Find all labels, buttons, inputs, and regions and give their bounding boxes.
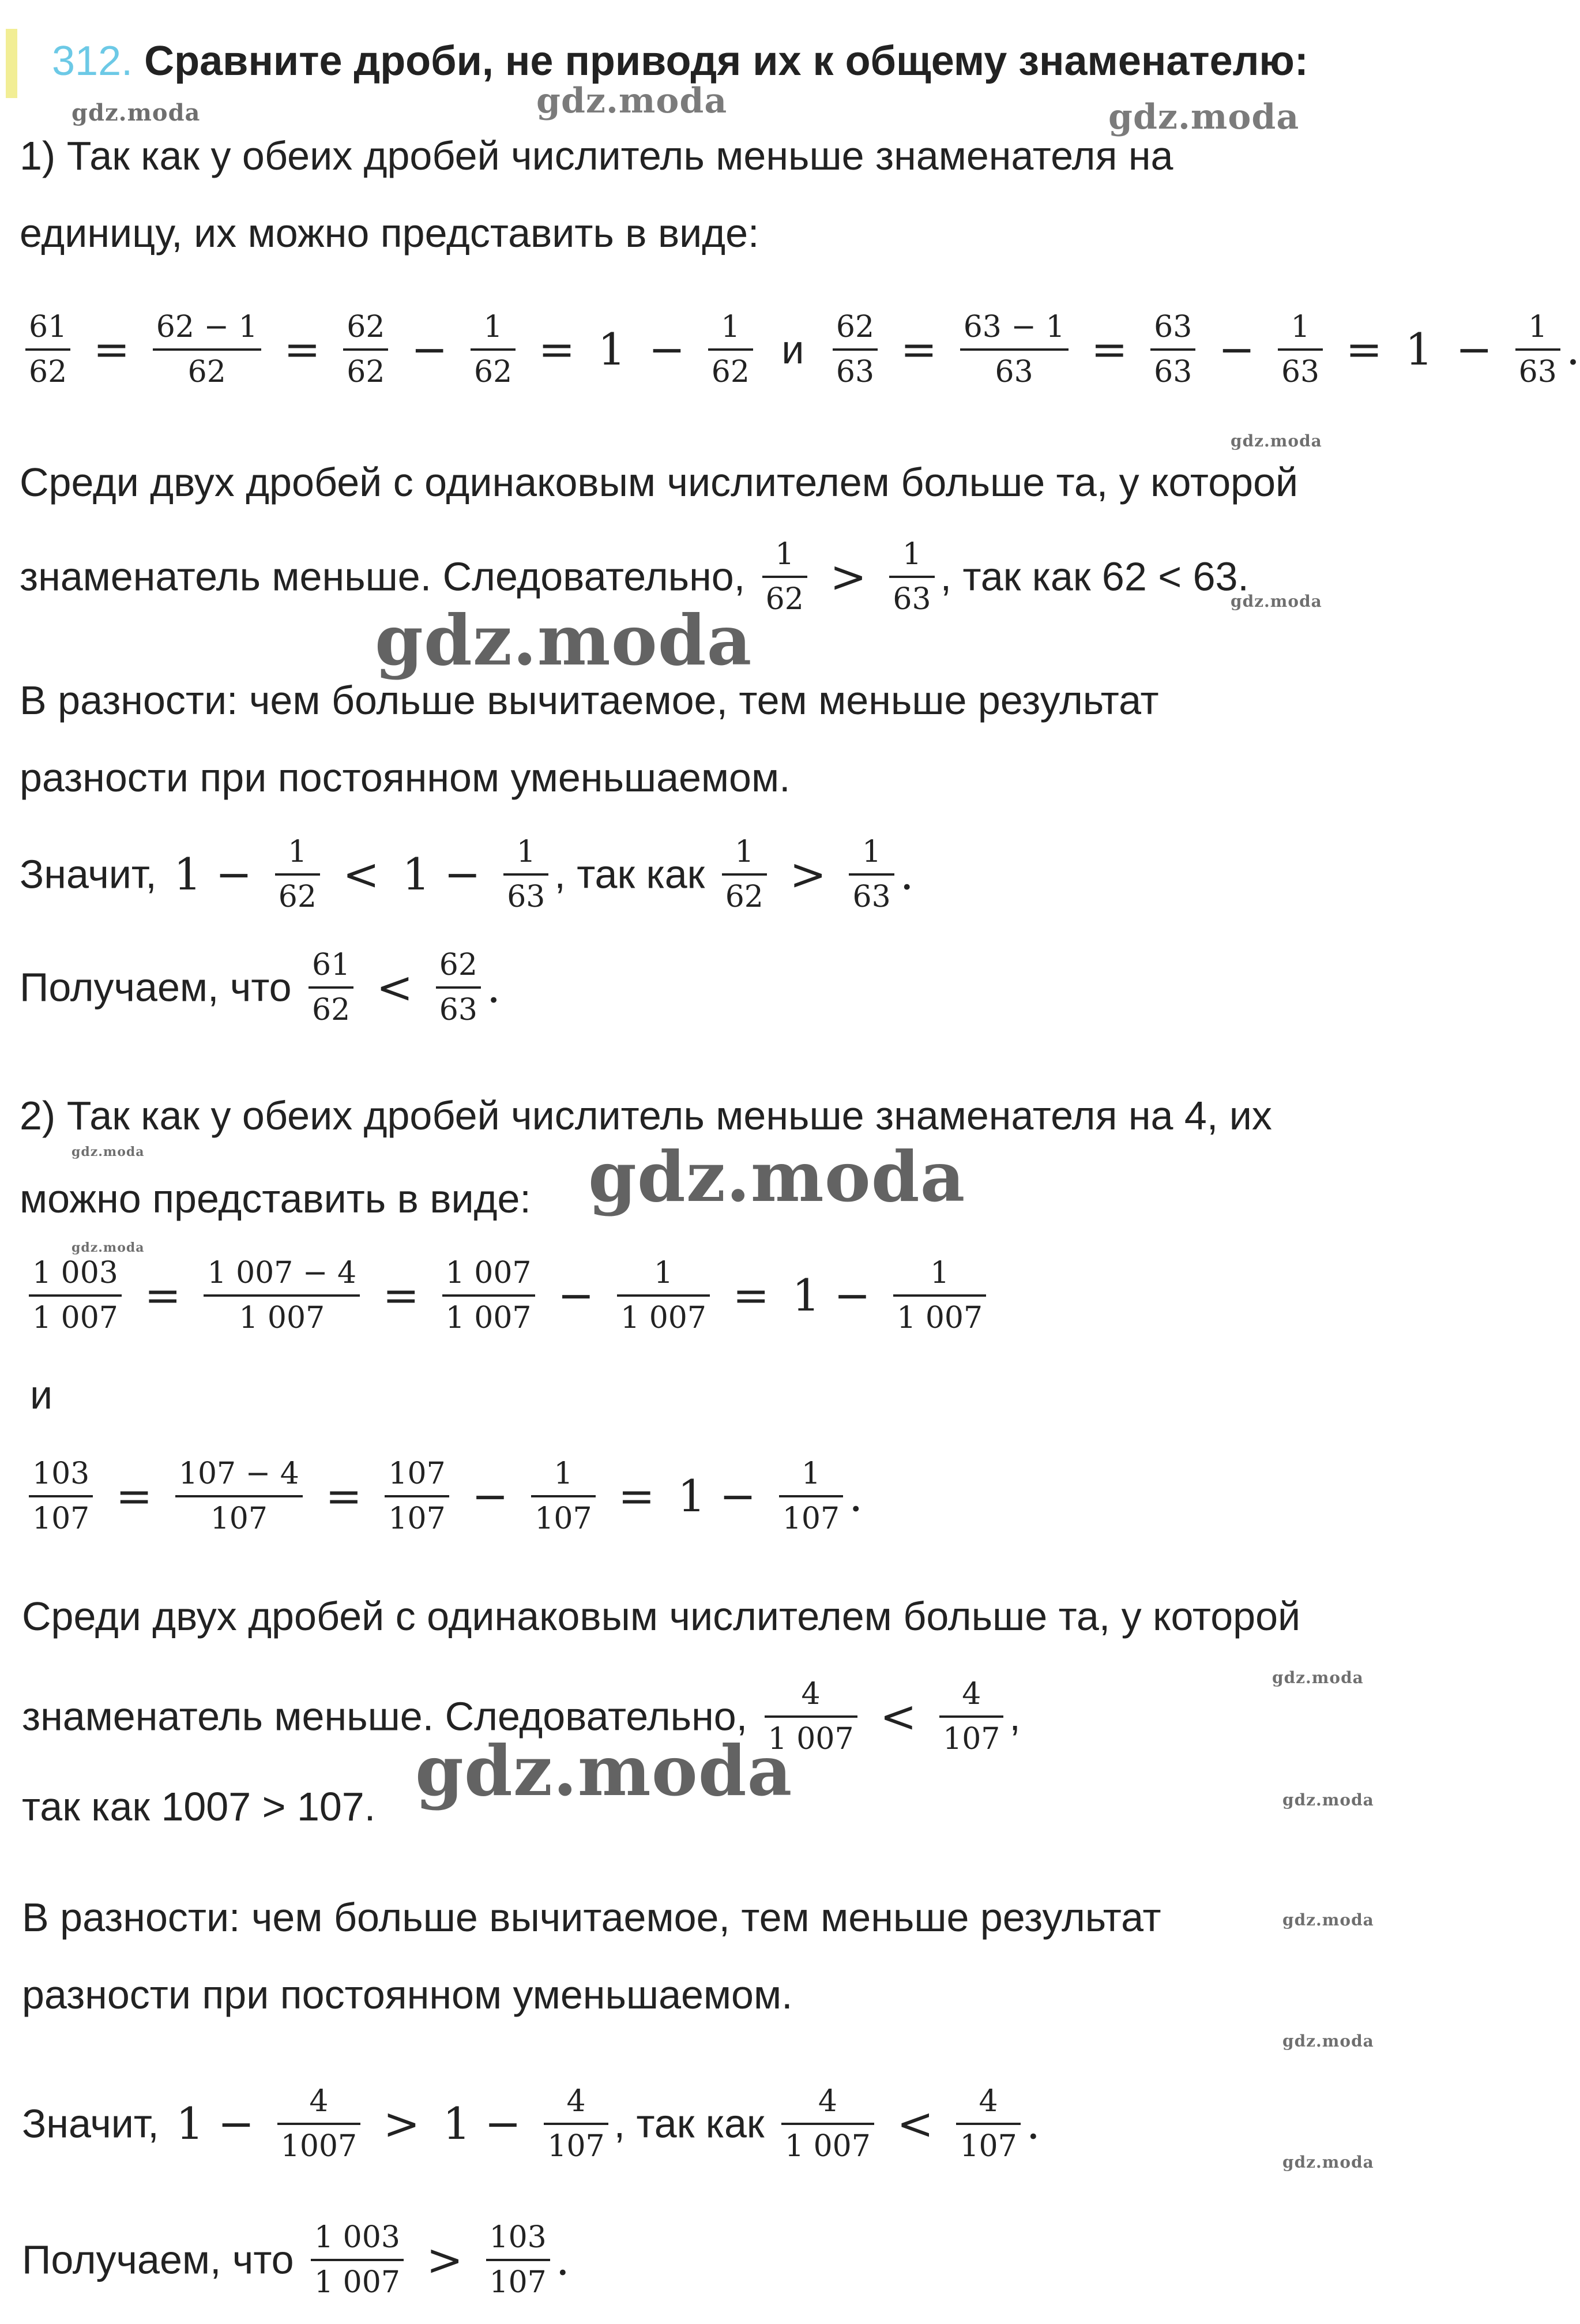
watermark: gdz.moda bbox=[1272, 1668, 1364, 1687]
part2-result-line: Получаем, что $\frac{1 003}{1 007}$ > $\frac{103}{107}$ . bbox=[22, 2220, 570, 2300]
part2-therefore-line: Значит, 1 − $\frac{4}{1007}$ > 1 − $\frac{4}{107}$ , так как $\frac{4}{1 007}$ < $\frac{4}{107}$ . bbox=[22, 2083, 1040, 2164]
fraction: $\frac{1}{63}$ bbox=[1515, 309, 1560, 390]
watermark: gdz.moda bbox=[72, 1240, 145, 1255]
fraction: $\frac{107}{107}$ bbox=[385, 1456, 449, 1537]
fraction: $\frac{1 007 - 4}{1 007}$ bbox=[204, 1255, 360, 1336]
watermark: gdz.moda bbox=[536, 81, 728, 121]
fraction: $\frac{1 003}{1 007}$ bbox=[29, 1255, 122, 1336]
part1-diff-line1: В разности: чем больше вычитаемое, тем меньше результат bbox=[20, 678, 1159, 723]
watermark: gdz.moda bbox=[72, 1144, 145, 1159]
fraction: $\frac{61}{62}$ bbox=[309, 947, 353, 1028]
part2-diff-line1: В разности: чем больше вычитаемое, тем меньше результат bbox=[22, 1895, 1161, 1940]
fraction: $\frac{63}{63}$ bbox=[1150, 309, 1195, 390]
watermark: gdz.moda bbox=[1282, 1790, 1374, 1809]
fraction: $\frac{63 - 1}{63}$ bbox=[960, 309, 1069, 390]
fraction: $\frac{1}{63}$ bbox=[1278, 309, 1323, 390]
fraction: $\frac{4}{1 007}$ bbox=[765, 1676, 857, 1757]
fraction: $\frac{61}{62}$ bbox=[25, 309, 70, 390]
part2-rule-line1: Среди двух дробей с одинаковым числителем больше та, у которой bbox=[22, 1594, 1301, 1639]
part2-rule-line2: знаменатель меньше. Следовательно, $\frac{4}{1 007}$ < $\frac{4}{107}$ , bbox=[22, 1676, 1021, 1756]
part1-diff-line2: разности при постоянном уменьшаемом. bbox=[20, 755, 791, 800]
fraction: $\frac{1}{107}$ bbox=[531, 1456, 595, 1537]
fraction: $\frac{62 - 1}{62}$ bbox=[153, 309, 261, 390]
fraction: $\frac{62}{62}$ bbox=[343, 309, 388, 390]
fraction: $\frac{103}{107}$ bbox=[486, 2220, 550, 2300]
part1-result-line: Получаем, что $\frac{61}{62}$ < $\frac{62}{63}$ . bbox=[20, 947, 501, 1027]
part1-intro-line2: единицу, их можно представить в виде: bbox=[20, 211, 759, 256]
watermark: gdz.moda bbox=[72, 99, 201, 126]
highlight-marker bbox=[6, 29, 17, 98]
watermark: gdz.moda bbox=[1231, 431, 1322, 450]
fraction: $\frac{62}{63}$ bbox=[833, 309, 878, 390]
task-number: 312. bbox=[52, 38, 133, 84]
fraction: $\frac{1}{63}$ bbox=[503, 834, 548, 915]
watermark: gdz.moda bbox=[375, 600, 753, 681]
fraction: $\frac{107 - 4}{107}$ bbox=[175, 1456, 303, 1537]
fraction: $\frac{4}{107}$ bbox=[939, 1676, 1003, 1757]
part2-equation2: $\frac{103}{107}$ = $\frac{107 - 4}{107}$ = $\frac{107}{107}$ − $\frac{1}{107}$ = 1 − $\frac{1}{107}$ . bbox=[23, 1452, 863, 1537]
fraction: $\frac{1}{1 007}$ bbox=[893, 1255, 986, 1336]
watermark: gdz.moda bbox=[1108, 97, 1300, 137]
part1-intro-line1: 1) Так как у обеих дробей числитель меньше знаменателя на bbox=[20, 133, 1173, 178]
fraction: $\frac{1}{62}$ bbox=[722, 834, 767, 915]
fraction: $\frac{1 003}{1 007}$ bbox=[311, 2220, 404, 2300]
fraction: $\frac{4}{1007}$ bbox=[277, 2083, 360, 2164]
part2-intro-line2: можно представить в виде: bbox=[20, 1176, 531, 1221]
fraction: $\frac{1}{63}$ bbox=[889, 536, 934, 617]
part2-equation1: $\frac{1 003}{1 007}$ = $\frac{1 007 - 4}{1 007}$ = $\frac{1 007}{1 007}$ − $\frac{1}{1 007}$ = 1 − $\frac{1}{1 007}$ bbox=[23, 1252, 992, 1336]
fraction: $\frac{103}{107}$ bbox=[29, 1456, 93, 1537]
part1-rule-line1: Среди двух дробей с одинаковым числителем больше та, у которой bbox=[20, 460, 1299, 505]
watermark: gdz.moda bbox=[1282, 2153, 1374, 2172]
watermark: gdz.moda bbox=[1231, 592, 1322, 611]
fraction: $\frac{1}{62}$ bbox=[762, 536, 807, 617]
fraction: $\frac{1}{1 007}$ bbox=[617, 1255, 710, 1336]
fraction: $\frac{1}{62}$ bbox=[471, 309, 516, 390]
fraction: $\frac{62}{63}$ bbox=[436, 947, 481, 1028]
watermark: gdz.moda bbox=[415, 1730, 793, 1812]
watermark: gdz.moda bbox=[1282, 1910, 1374, 1929]
fraction: $\frac{4}{1 007}$ bbox=[781, 2083, 874, 2164]
part2-intro-line1: 2) Так как у обеих дробей числитель меньше знаменателя на 4, их bbox=[20, 1093, 1272, 1138]
fraction: $\frac{4}{107}$ bbox=[544, 2083, 608, 2164]
part2-conjunction-and: и bbox=[30, 1372, 53, 1417]
fraction: $\frac{4}{107}$ bbox=[956, 2083, 1020, 2164]
part1-therefore-line: Значит, 1 − $\frac{1}{62}$ < 1 − $\frac{1}{63}$ , так как $\frac{1}{62}$ > $\frac{1}{63}$ . bbox=[20, 834, 914, 914]
fraction: $\frac{1}{107}$ bbox=[779, 1456, 843, 1537]
part2-rule-line3: так как 1007 > 107. bbox=[22, 1784, 376, 1829]
task-title: Сравните дроби, не приводя их к общему знаменателю: bbox=[144, 38, 1308, 84]
part1-rule-line2: знаменатель меньше. Следовательно, $\frac{1}{62}$ > $\frac{1}{63}$ , так как 62 < 63. bbox=[20, 536, 1249, 617]
fraction: $\frac{1}{62}$ bbox=[708, 309, 753, 390]
fraction: $\frac{1}{63}$ bbox=[849, 834, 894, 915]
part1-equation: $\frac{61}{62}$ = $\frac{62 - 1}{62}$ = $\frac{62}{62}$ − $\frac{1}{62}$ = 1 − $\frac{1}{62}$ и $\frac{62}{63}$ = $\frac{63 - 1}{63}$ = $\frac{63}{63}$ − $\frac{1}{63}$ = 1 − $\frac{1}{63}$ . bbox=[20, 306, 1580, 390]
watermark: gdz.moda bbox=[1282, 2032, 1374, 2051]
fraction: $\frac{1 007}{1 007}$ bbox=[442, 1255, 535, 1336]
conjunction-and: и bbox=[781, 326, 804, 372]
part2-diff-line2: разности при постоянном уменьшаемом. bbox=[22, 1972, 793, 2017]
fraction: $\frac{1}{62}$ bbox=[275, 834, 320, 915]
watermark: gdz.moda bbox=[588, 1136, 966, 1218]
